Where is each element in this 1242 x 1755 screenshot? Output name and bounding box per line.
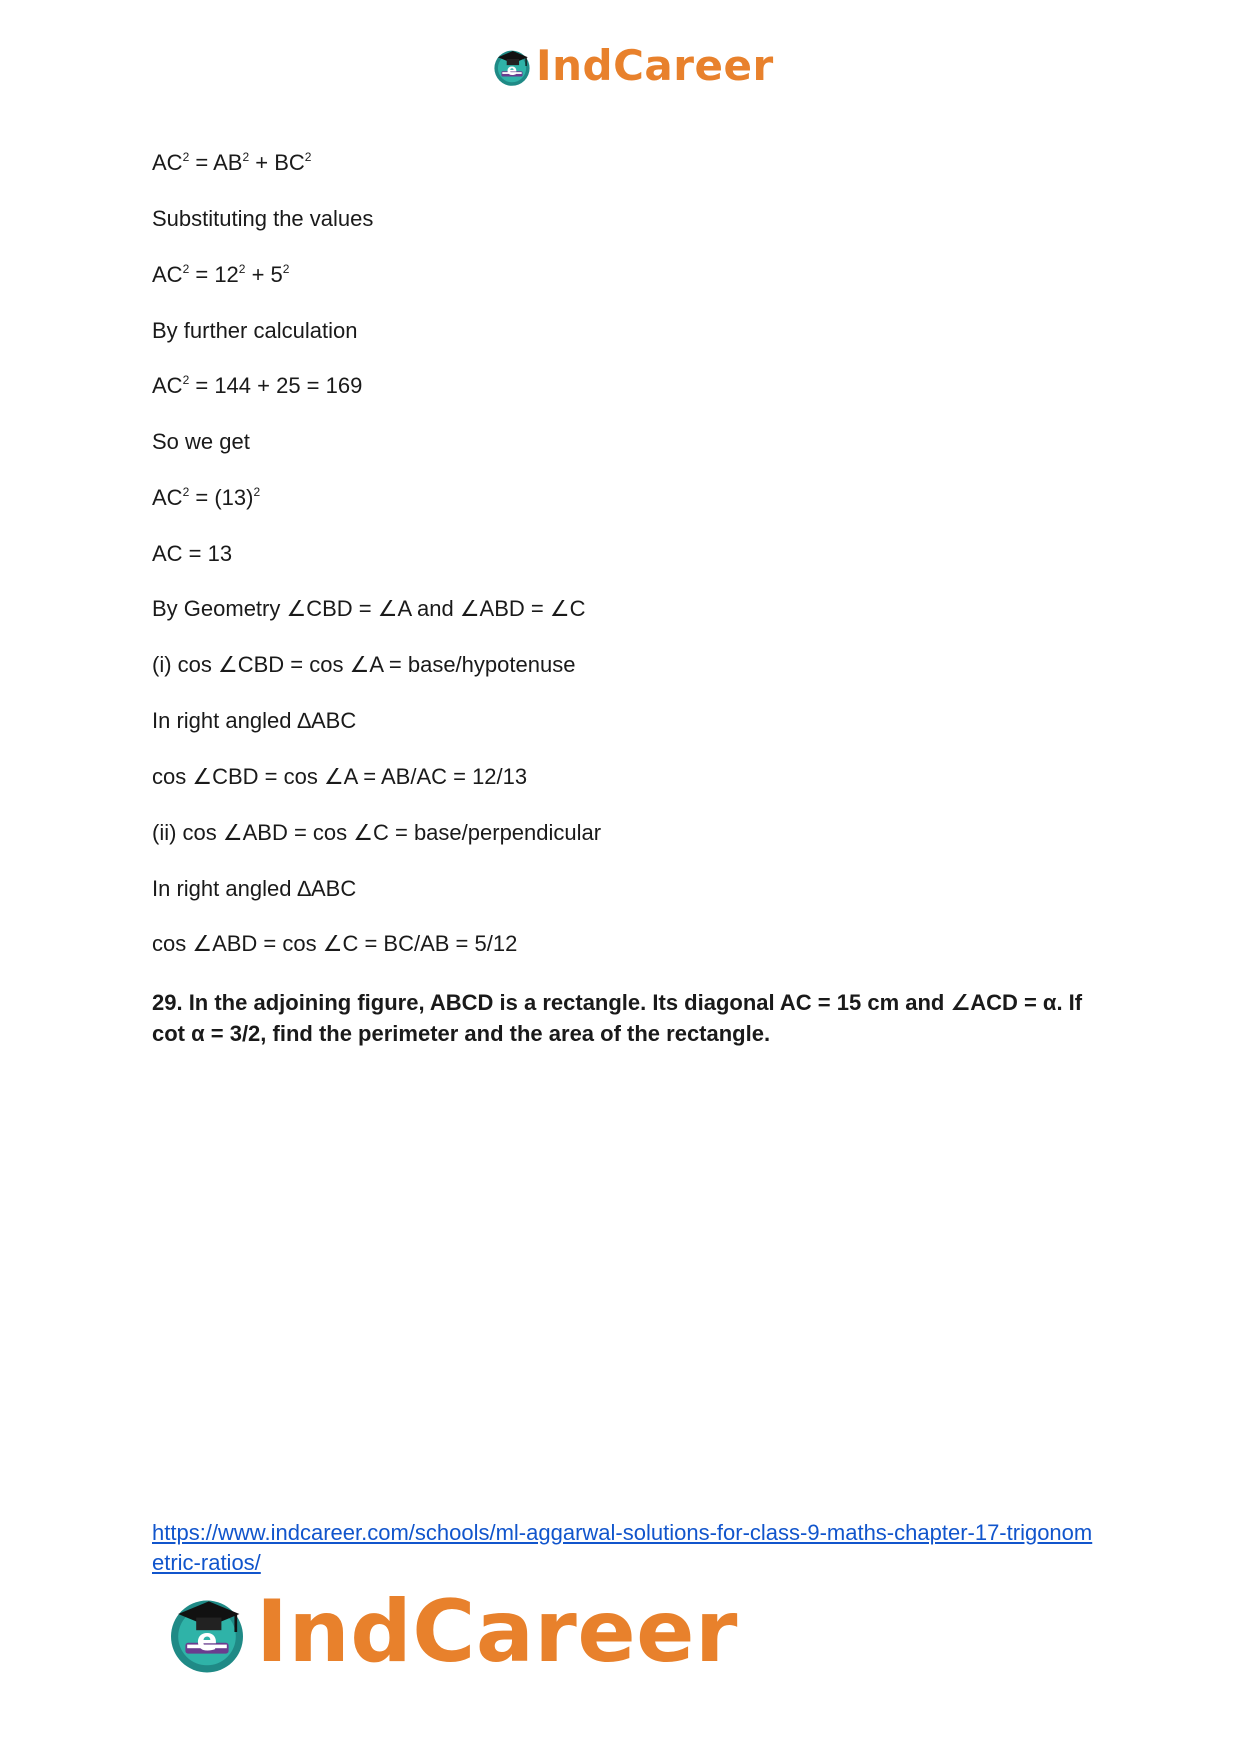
text-line: cos ∠ABD = cos ∠C = BC/AB = 5/12: [152, 931, 518, 956]
text-segment: = 12: [189, 262, 239, 287]
question-29: 29. In the adjoining figure, ABCD is a rectangle. Its diagonal AC = 15 cm and ∠ACD = α. If cot α = 3/2, find the perimeter and the area of the rectangle.: [152, 990, 1083, 1046]
text-segment: AC: [152, 485, 183, 510]
text-segment: AC: [152, 262, 183, 287]
text-line: (i) cos ∠CBD = cos ∠A = base/hypotenuse: [152, 652, 576, 677]
footer-logo: [162, 1582, 738, 1682]
brand-name: IndCareer: [536, 41, 774, 90]
text-segment: + BC: [249, 150, 305, 175]
graduation-cap-book-e-icon: [162, 1587, 252, 1677]
header-logo: [490, 40, 774, 92]
source-link[interactable]: https://www.indcareer.com/schools/ml-aggarwal-solutions-for-class-9-maths-chapter-17-trigonometric-ratios/: [152, 1520, 1093, 1575]
equation-line: [152, 485, 260, 511]
text-line: In right angled ∆ABC: [152, 708, 357, 733]
superscript: 2: [282, 262, 290, 276]
equation-line: [152, 262, 289, 288]
text-segment: + 5: [245, 262, 283, 287]
text-line: (ii) cos ∠ABD = cos ∠C = base/perpendicular: [152, 820, 602, 845]
text-line: By further calculation: [152, 318, 358, 343]
superscript: 2: [182, 373, 190, 387]
equation-line: [152, 150, 311, 176]
text-segment: = 144 + 25 = 169: [189, 373, 363, 398]
superscript: 2: [182, 150, 190, 164]
text-segment: = AB: [189, 150, 243, 175]
text-segment: = (13): [189, 485, 254, 510]
svg-text:e: e: [506, 60, 518, 79]
superscript: 2: [242, 150, 250, 164]
superscript: 2: [253, 485, 261, 499]
text-segment: AC: [152, 373, 183, 398]
text-line: cos ∠CBD = cos ∠A = AB/AC = 12/13: [152, 764, 528, 789]
superscript: 2: [182, 485, 190, 499]
superscript: 2: [304, 150, 312, 164]
text-line: AC = 13: [152, 541, 233, 566]
svg-text:e: e: [196, 1623, 218, 1658]
equation-line: [152, 373, 362, 399]
text-line: In right angled ∆ABC: [152, 876, 357, 901]
text-segment: AC: [152, 150, 183, 175]
brand-name: IndCareer: [256, 1582, 738, 1682]
text-line: Substituting the values: [152, 206, 374, 231]
superscript: 2: [238, 262, 246, 276]
graduation-cap-book-e-icon: [490, 44, 534, 88]
text-line: So we get: [152, 429, 250, 454]
text-line: By Geometry ∠CBD = ∠A and ∠ABD = ∠C: [152, 596, 586, 621]
superscript: 2: [182, 262, 190, 276]
